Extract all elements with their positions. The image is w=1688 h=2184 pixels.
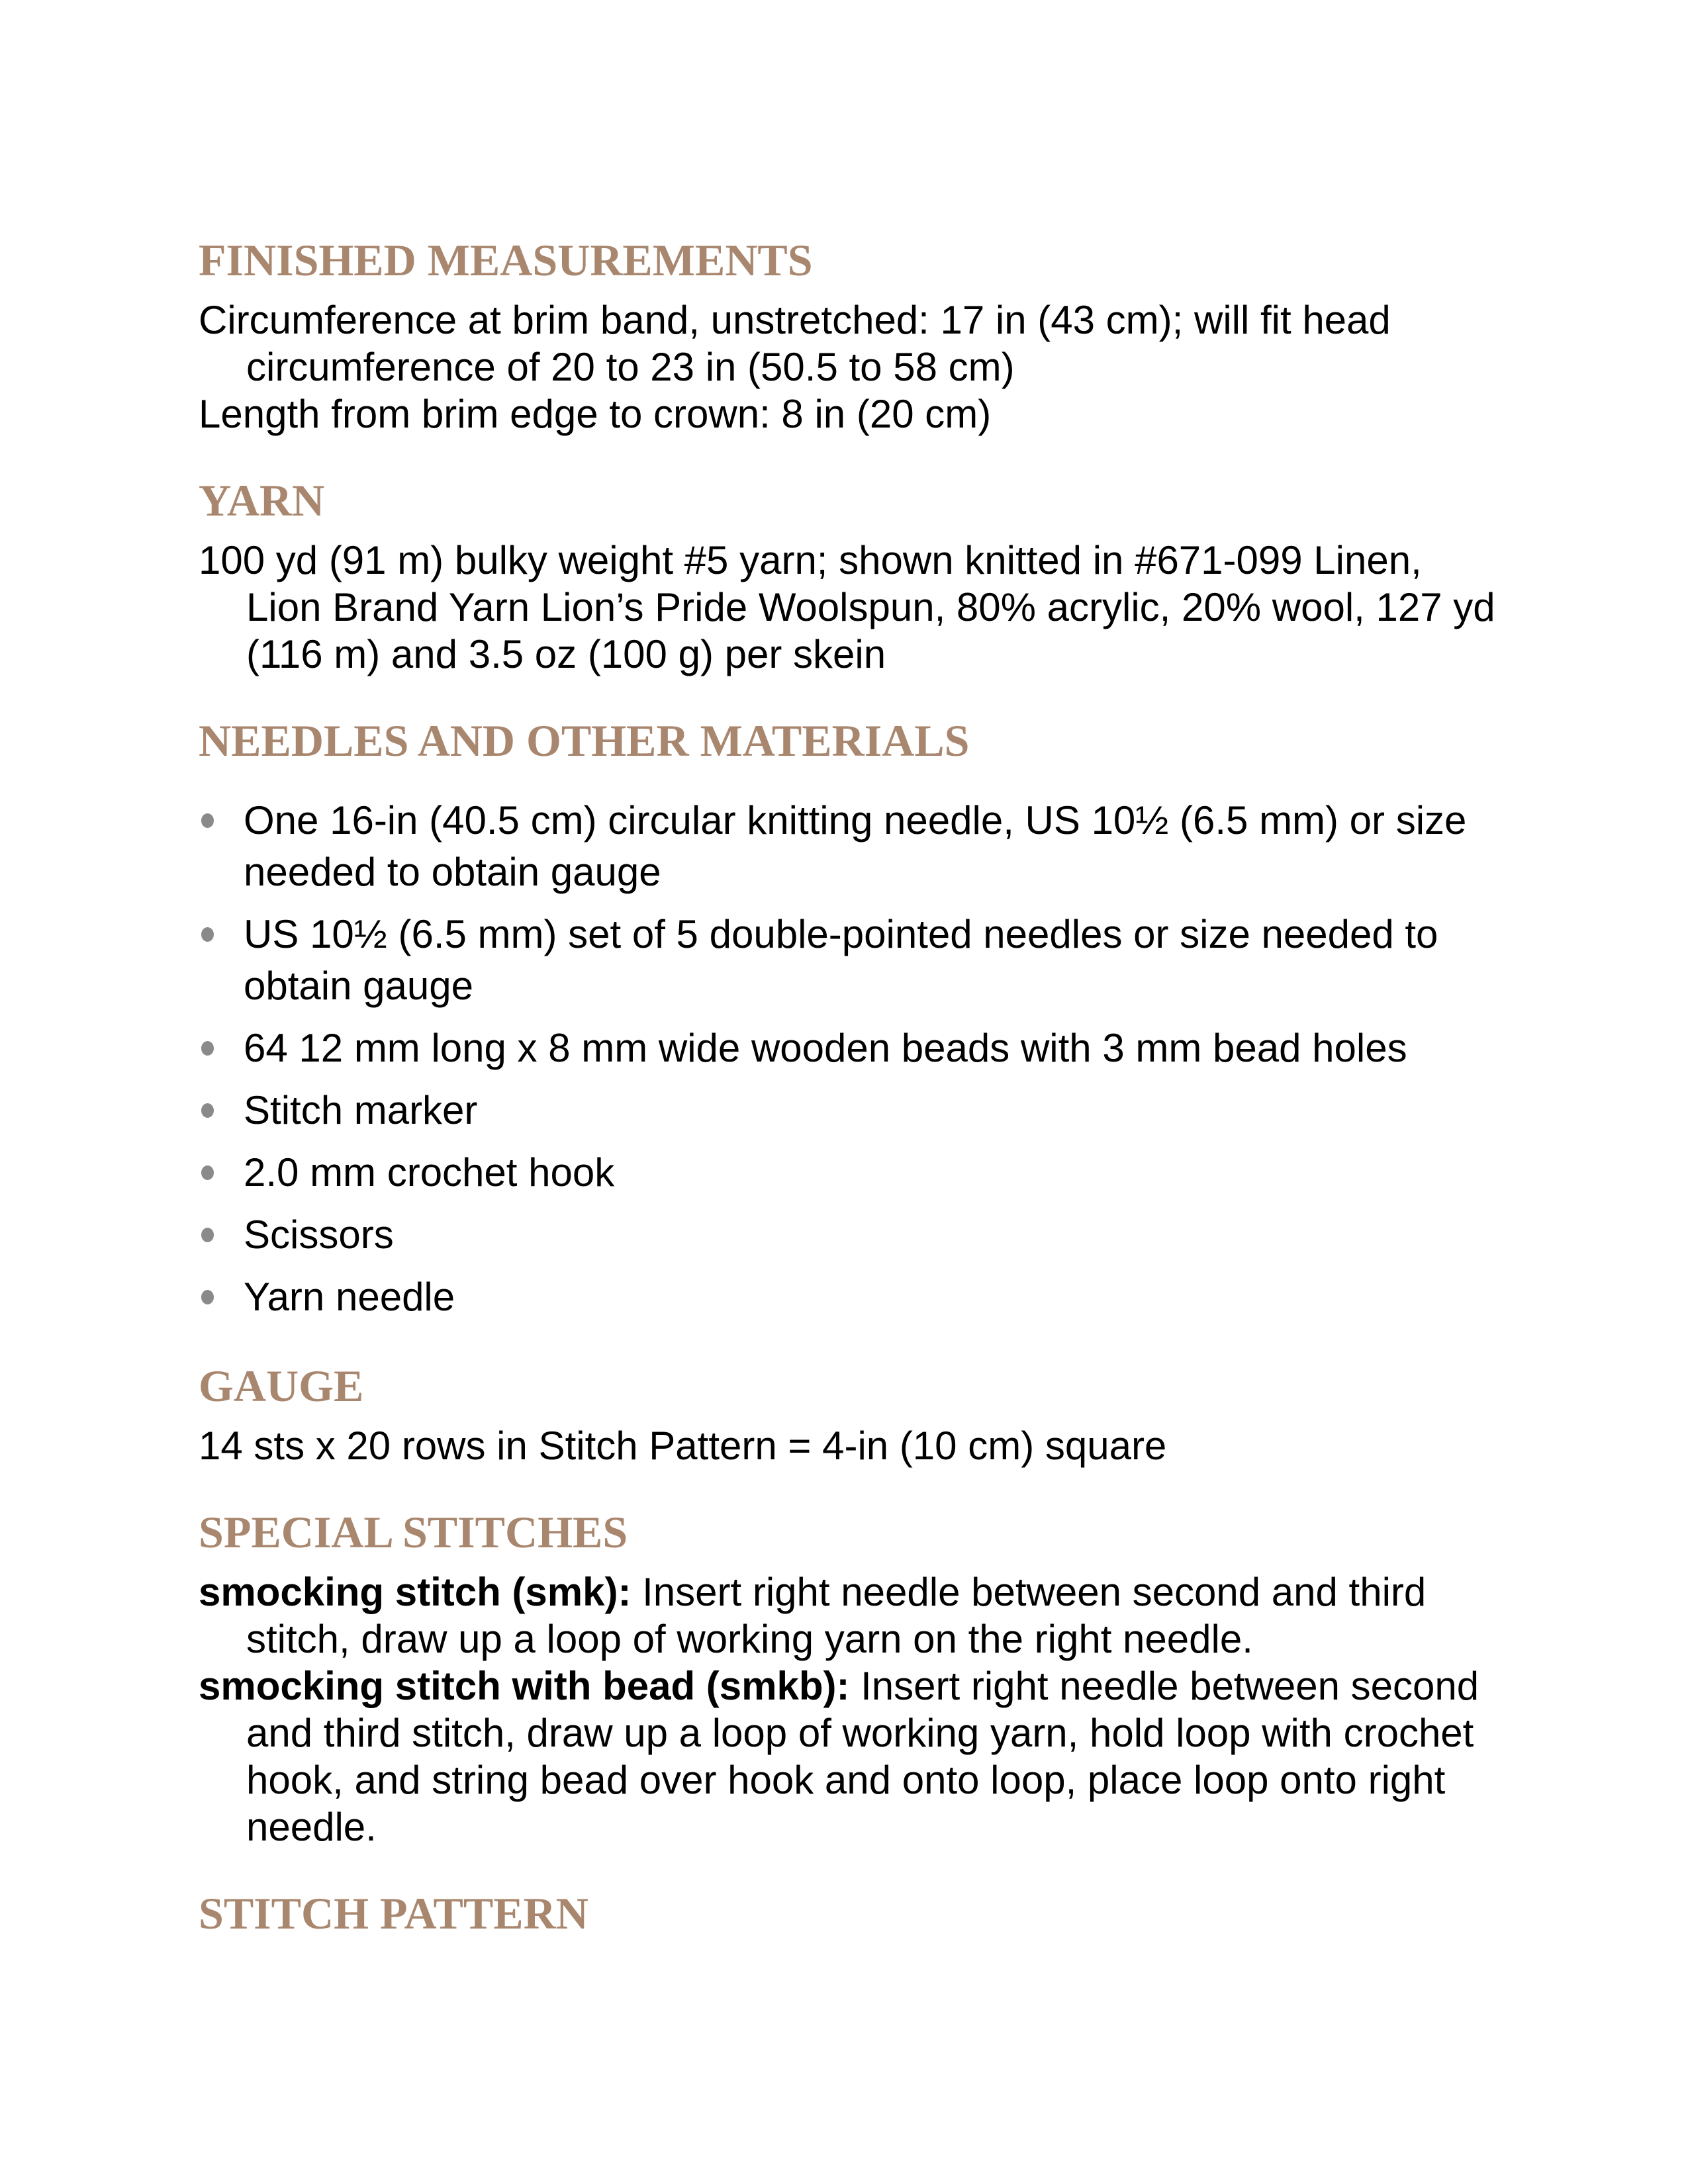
- text-line: hook, and string bead over hook and onto loop, place loop onto right: [246, 1758, 1446, 1802]
- text-line: Scissors: [244, 1212, 394, 1257]
- section-heading-finished-measurements: FINISHED MEASUREMENTS: [199, 235, 813, 285]
- bullet-icon: [201, 1165, 214, 1180]
- list-item: [199, 795, 1529, 898]
- list-item: [199, 1023, 1529, 1074]
- text-line: Lion Brand Yarn Lion’s Pride Woolspun, 80% acrylic, 20% wool, 127 yd: [246, 585, 1495, 629]
- text-line: 100 yd (91 m) bulky weight #5 yarn; shown knitted in #671-099 Linen,: [199, 538, 1422, 582]
- stitch-term: smocking stitch (smk):: [199, 1570, 632, 1614]
- text-line: Yarn needle: [244, 1275, 455, 1319]
- list-item: [199, 1147, 1529, 1199]
- text-line: 64 12 mm long x 8 mm wide wooden beads with 3 mm bead holes: [244, 1026, 1407, 1070]
- smkb-definition: [199, 1662, 1529, 1850]
- list-item: [199, 1271, 1529, 1323]
- pattern-text-content: [199, 0, 1529, 1940]
- length-note: [199, 390, 1529, 437]
- text-line: Stitch marker: [244, 1088, 478, 1132]
- smk-definition: [199, 1569, 1529, 1662]
- text-line: stitch, draw up a loop of working yarn on the right needle.: [246, 1617, 1253, 1661]
- text-line: US 10½ (6.5 mm) set of 5 double-pointed needles or size needed to: [244, 912, 1438, 956]
- text-line: obtain gauge: [244, 964, 473, 1008]
- bullet-icon: [201, 1103, 214, 1118]
- section-heading-special-stitches: SPECIAL STITCHES: [199, 1507, 628, 1557]
- list-item: [199, 1085, 1529, 1136]
- text-line: needed to obtain gauge: [244, 850, 661, 894]
- text-line: One 16-in (40.5 cm) circular knitting needle, US 10½ (6.5 mm) or size: [244, 798, 1467, 842]
- text-line: (116 m) and 3.5 oz (100 g) per skein: [246, 632, 886, 676]
- stitch-term: smocking stitch with bead (smkb):: [199, 1664, 850, 1708]
- text-line: Length from brim edge to crown: 8 in (20 cm): [199, 392, 992, 436]
- bullet-icon: [201, 1290, 214, 1304]
- text-line: circumference of 20 to 23 in (50.5 to 58 cm): [246, 345, 1015, 389]
- finished-measurements-body: [199, 296, 1529, 390]
- section-heading-stitch-pattern: STITCH PATTERN: [199, 1888, 588, 1938]
- list-item: [199, 1209, 1529, 1261]
- text-line: 2.0 mm crochet hook: [244, 1150, 615, 1195]
- bullet-icon: [201, 1228, 214, 1242]
- text-line: and third stitch, draw up a loop of working yarn, hold loop with crochet: [246, 1711, 1474, 1755]
- text-line: [199, 1569, 1529, 1615]
- bullet-icon: [201, 813, 214, 828]
- text-line: [199, 1662, 1529, 1709]
- section-heading-gauge: GAUGE: [199, 1361, 364, 1411]
- yarn-body: [199, 537, 1529, 678]
- text-line: needle.: [246, 1805, 377, 1849]
- text-line: Circumference at brim band, unstretched: 17 in (43 cm); will fit head: [199, 298, 1391, 342]
- stitch-definition-text: Insert right needle between second and third: [631, 1570, 1427, 1614]
- bullet-icon: [201, 927, 214, 942]
- materials-list: [199, 795, 1529, 1323]
- section-heading-needles-and-other-materials: NEEDLES AND OTHER MATERIALS: [199, 715, 970, 766]
- gauge-body: [199, 1422, 1529, 1469]
- section-heading-yarn: YARN: [199, 475, 325, 525]
- stitch-definition-text: Insert right needle between second: [849, 1664, 1479, 1708]
- bullet-icon: [201, 1041, 214, 1056]
- text-line: 14 sts x 20 rows in Stitch Pattern = 4-in (10 cm) square: [199, 1424, 1167, 1468]
- list-item: [199, 909, 1529, 1012]
